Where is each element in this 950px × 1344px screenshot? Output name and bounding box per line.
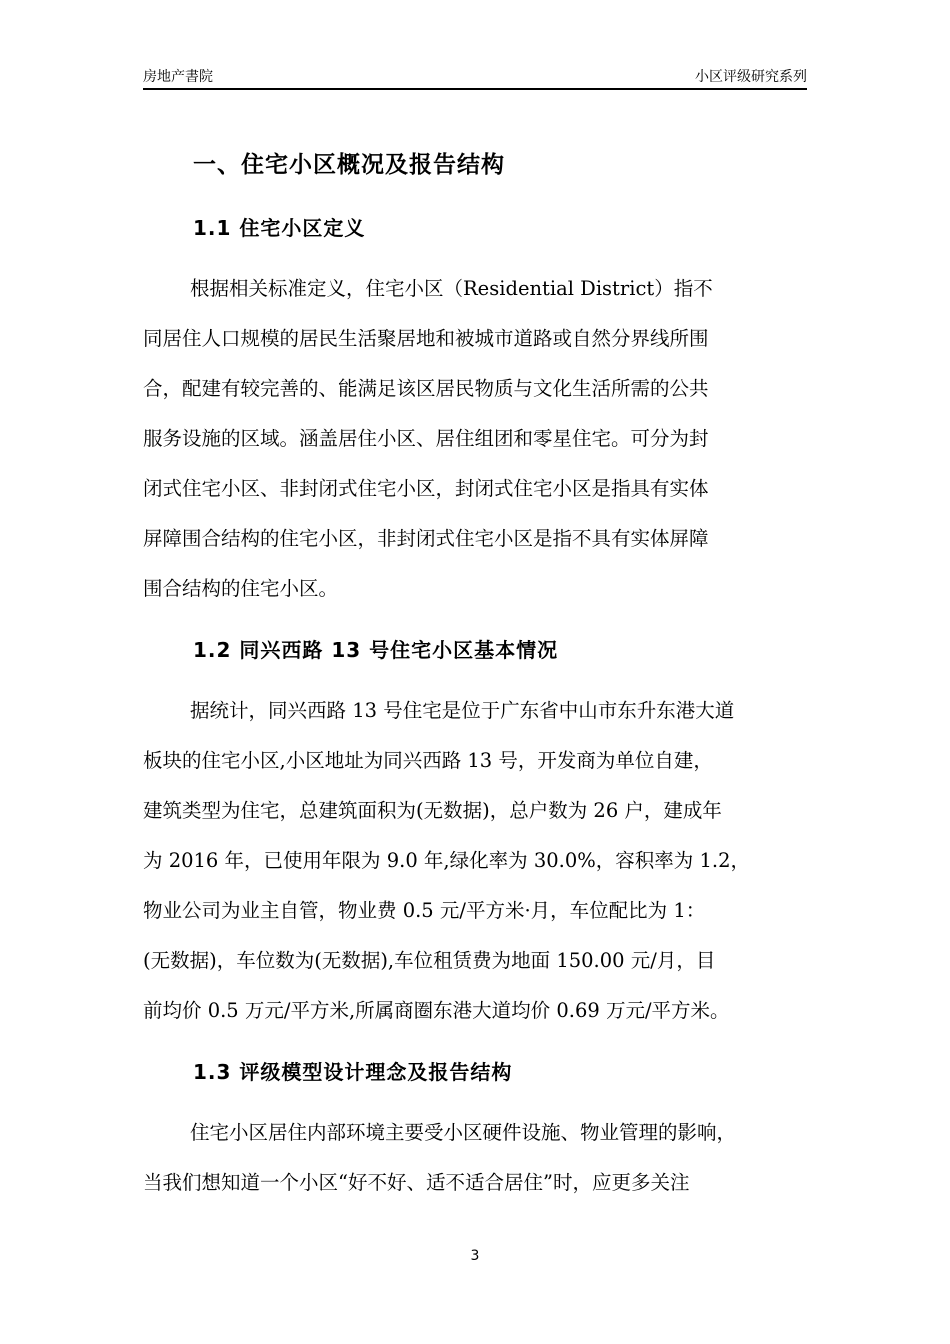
paragraph-line: 服务设施的区域。涵盖居住小区、居住组团和零星住宅。可分为封 <box>143 427 709 450</box>
paragraph-line: 住宅小区居住内部环境主要受小区硬件设施、物业管理的影响， <box>190 1121 737 1144</box>
section-title-1-2: 1.2 同兴西路 13 号住宅小区基本情况 <box>193 638 559 662</box>
paragraph-line: 为 2016 年，已使用年限为 9.0 年,绿化率为 30.0%，容积率为 1.2， <box>143 849 750 872</box>
header-series: 小区评级研究系列 <box>695 69 807 85</box>
paragraph-line: (无数据)，车位数为(无数据),车位租赁费为地面 150.00 元/月，目 <box>143 949 716 972</box>
paragraph-line: 建筑类型为住宅，总建筑面积为(无数据)，总户数为 26 户，建成年 <box>143 799 722 822</box>
section-1-3-paragraph <box>143 1108 809 1208</box>
paragraph-line: 据统计，同兴西路 13 号住宅是位于广东省中山市东升东港大道 <box>190 699 735 722</box>
paragraph-line: 板块的住宅小区,小区地址为同兴西路 13 号，开发商为单位自建， <box>143 749 713 772</box>
paragraph-line: 围合结构的住宅小区。 <box>143 577 339 600</box>
page-number: 3 <box>470 1248 480 1264</box>
section-title-1-3: 1.3 评级模型设计理念及报告结构 <box>193 1060 513 1084</box>
paragraph-line: 闭式住宅小区、非封闭式住宅小区，封闭式住宅小区是指具有实体 <box>143 477 709 500</box>
section-1-2-paragraph <box>143 686 809 1036</box>
paragraph-line: 屏障围合结构的住宅小区，非封闭式住宅小区是指不具有实体屏障 <box>143 527 709 550</box>
header-publisher: 房地产書院 <box>143 69 213 85</box>
chapter-title: 一、住宅小区概况及报告结构 <box>193 152 505 178</box>
section-1-1-paragraph <box>143 264 809 614</box>
page-header <box>143 64 807 90</box>
paragraph-line: 当我们想知道一个小区“好不好、适不适合居住”时，应更多关注 <box>143 1171 690 1194</box>
paragraph-line: 前均价 0.5 万元/平方米,所属商圈东港大道均价 0.69 万元/平方米。 <box>143 999 730 1022</box>
section-title-1-1: 1.1 住宅小区定义 <box>193 216 366 240</box>
paragraph-line: 根据相关标准定义，住宅小区（Residential District）指不 <box>190 277 713 300</box>
paragraph-line: 同居住人口规模的居民生活聚居地和被城市道路或自然分界线所围 <box>143 327 709 350</box>
paragraph-line: 物业公司为业主自管，物业费 0.5 元/平方米·月，车位配比为 1： <box>143 899 706 922</box>
paragraph-line: 合，配建有较完善的、能满足该区居民物质与文化生活所需的公共 <box>143 377 709 400</box>
